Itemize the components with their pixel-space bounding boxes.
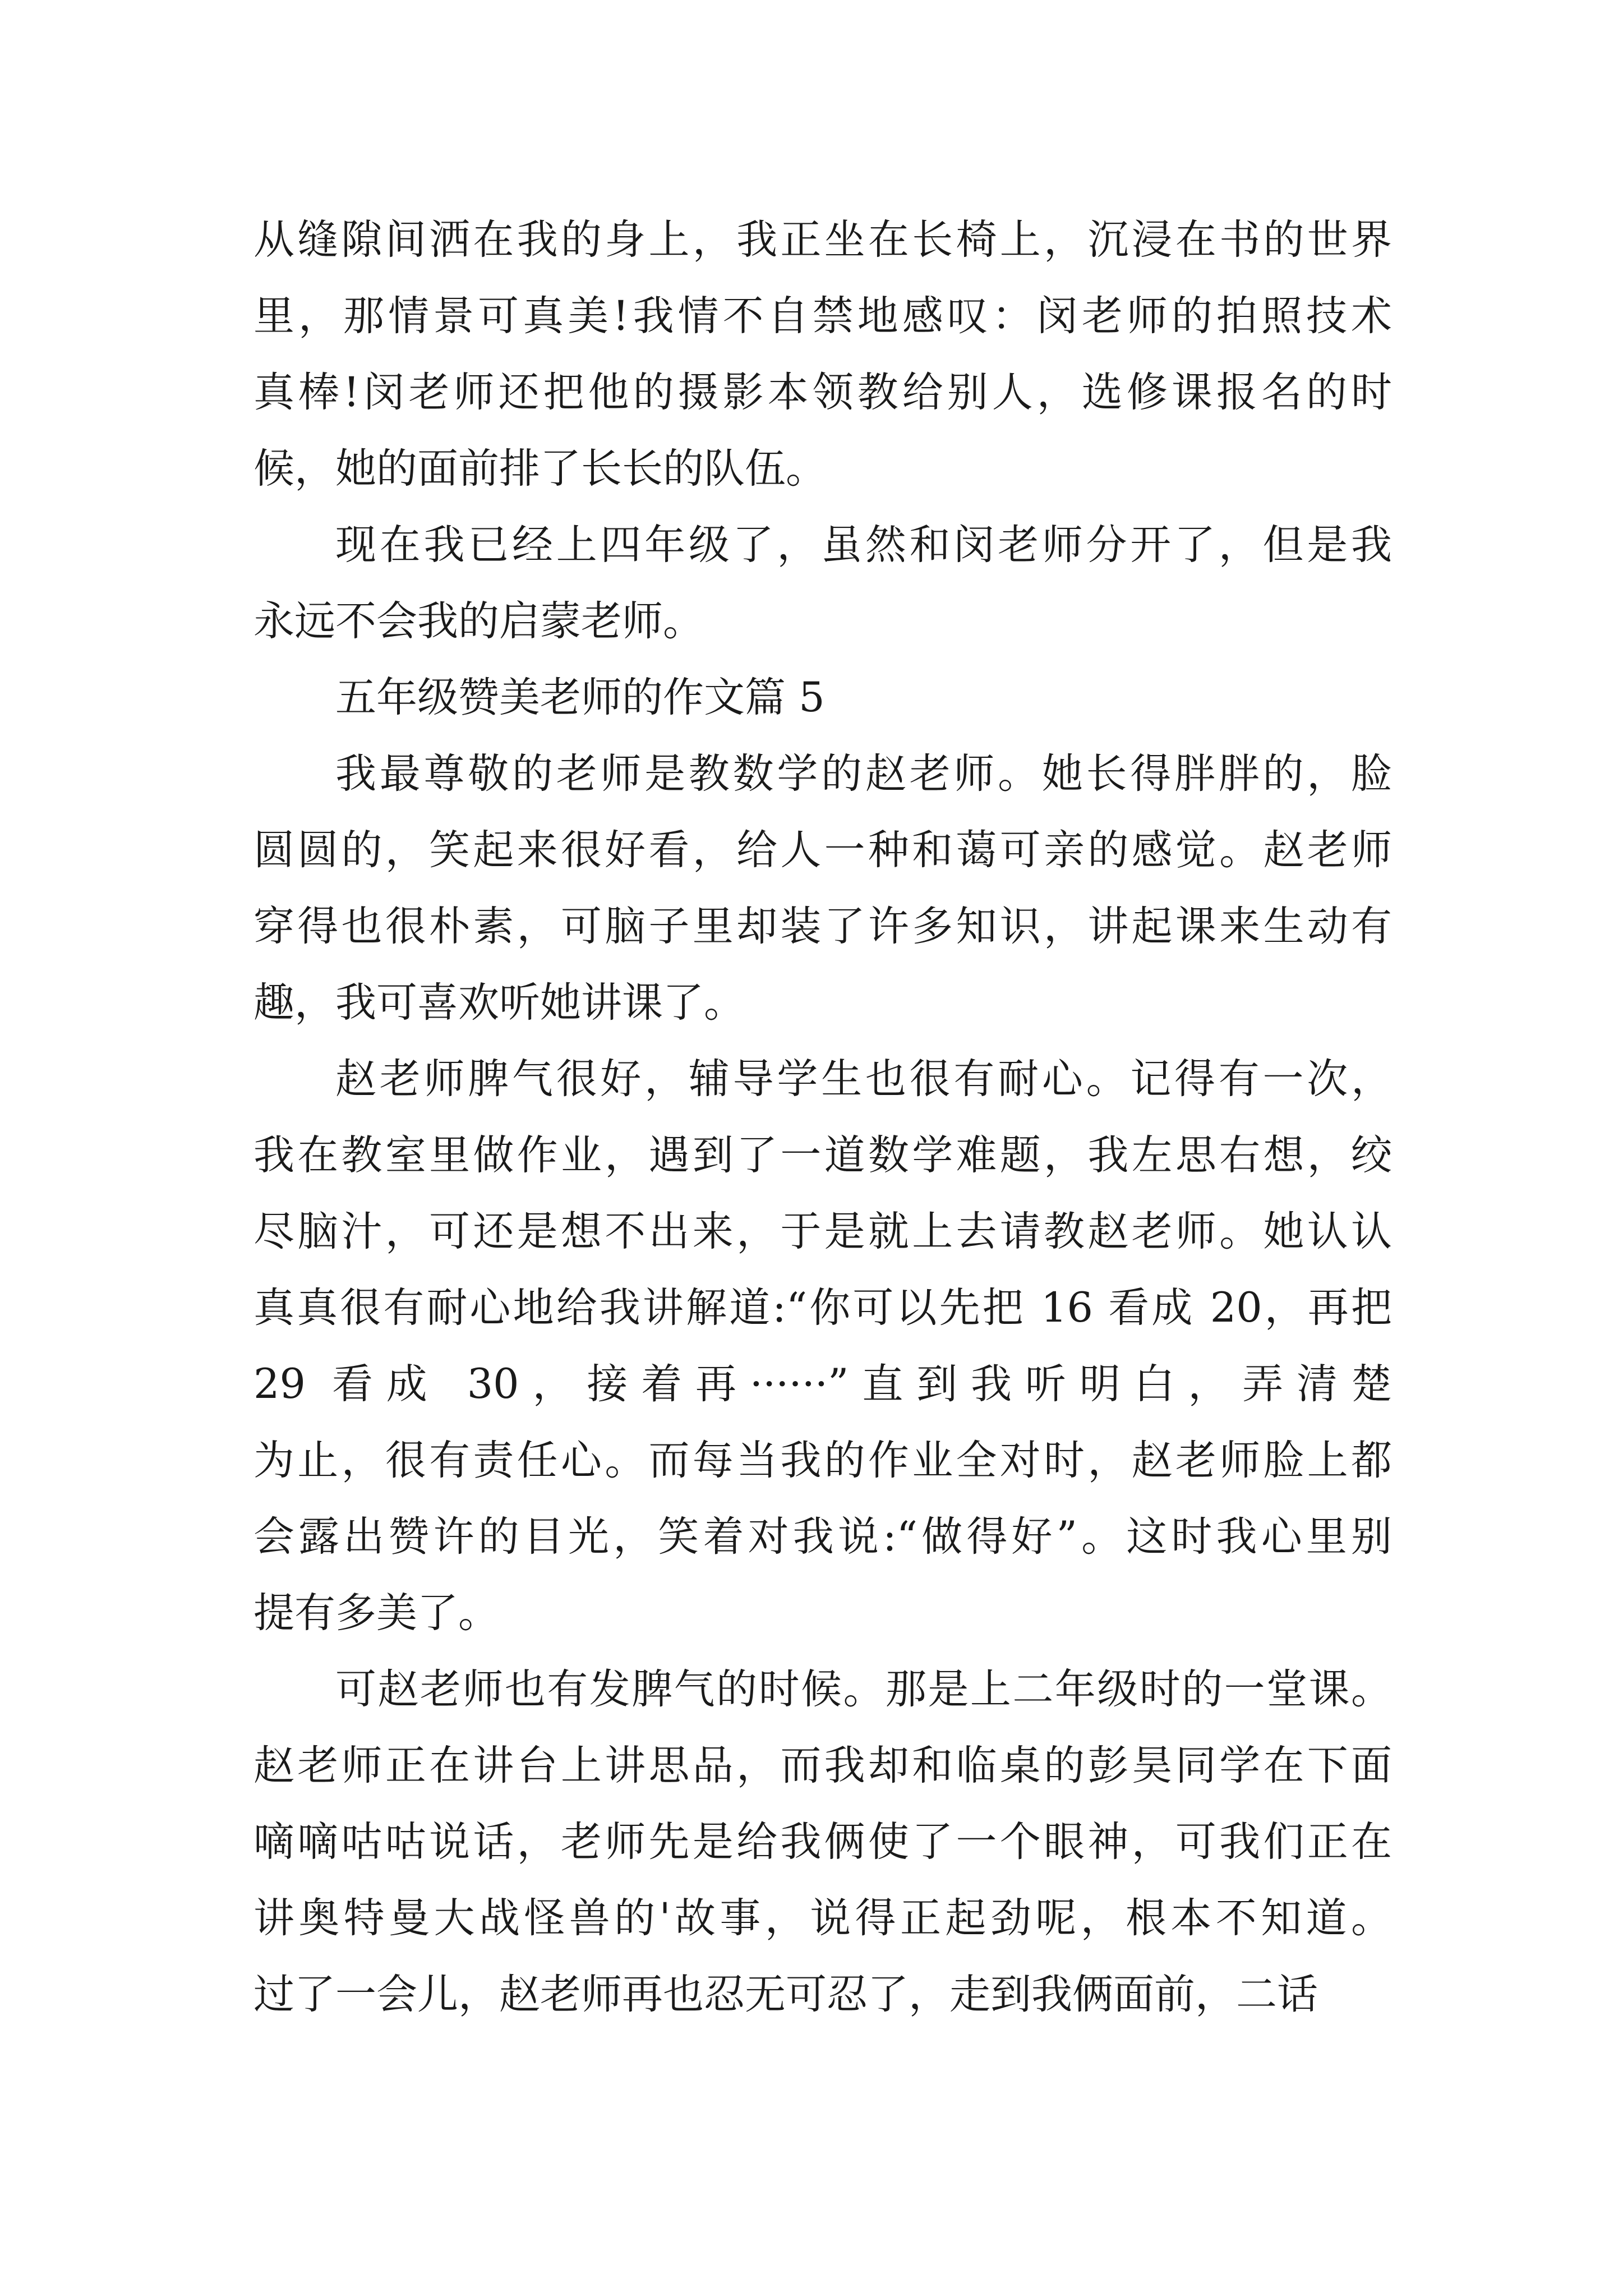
text-line: 趣，我可喜欢听她讲课了。: [253, 979, 745, 1027]
text-line: 我在教室里做作业，遇到了一道数学难题，我左思右想，绞: [253, 1131, 1392, 1179]
text-line: 嘀嘀咕咕说话，老师先是给我俩使了一个眼神，可我们正在: [253, 1818, 1392, 1866]
text-line: 真棒!闵老师还把他的摄影本领教给别人，选修课报名的时: [253, 369, 1392, 416]
text-line: 从缝隙间洒在我的身上，我正坐在长椅上，沉浸在书的世界: [253, 216, 1392, 264]
text-line: 过了一会儿，赵老师再也忍无可忍了，走到我俩面前，二话: [253, 1971, 1318, 2018]
text-line: 讲奥特曼大战怪兽的'故事，说得正起劲呢，根本不知道。: [253, 1894, 1392, 1942]
paragraph: [253, 1651, 1392, 2033]
text-line: 为止，很有责任心。而每当我的作业全对时，赵老师脸上都: [253, 1437, 1392, 1484]
text-line: 候，她的面前排了长长的队伍。: [253, 445, 827, 493]
text-line: 永远不会我的启蒙老师。: [253, 597, 704, 645]
text-line: 五年级赞美老师的作文篇 5: [335, 674, 825, 721]
text-line: 提有多美了。: [253, 1589, 499, 1637]
text-line: 尽脑汁，可还是想不出来，于是就上去请教赵老师。她认认: [253, 1208, 1392, 1255]
paragraph: [253, 507, 1392, 660]
text-line: 圆圆的，笑起来很好看，给人一种和蔼可亲的感觉。赵老师: [253, 826, 1392, 874]
text-line: 赵老师正在讲台上讲思品，而我却和临桌的彭昊同学在下面: [253, 1742, 1392, 1789]
text-line: 现在我已经上四年级了，虽然和闵老师分开了，但是我: [335, 521, 1392, 569]
paragraph: [253, 202, 1392, 507]
text-line: 会露出赞许的目光，笑着对我说:“做得好”。这时我心里别: [253, 1513, 1392, 1561]
document-body: [253, 202, 1392, 2033]
text-line: 里，那情景可真美!我情不自禁地感叹：闵老师的拍照技术: [253, 292, 1392, 340]
text-line: 真真很有耐心地给我讲解道:“你可以先把 16 看成 20，再把: [253, 1284, 1392, 1332]
section-heading: [253, 660, 1392, 736]
paragraph: [253, 736, 1392, 1041]
text-line: 29 看成 30，接着再······”直到我听明白，弄清楚: [253, 1360, 1392, 1408]
paragraph: [253, 1041, 1392, 1651]
text-line: 赵老师脾气很好，辅导学生也很有耐心。记得有一次，: [335, 1055, 1392, 1103]
text-line: 我最尊敬的老师是教数学的赵老师。她长得胖胖的，脸: [335, 750, 1392, 798]
text-line: 可赵老师也有发脾气的时候。那是上二年级时的一堂课。: [335, 1665, 1392, 1713]
text-line: 穿得也很朴素，可脑子里却装了许多知识，讲起课来生动有: [253, 903, 1392, 950]
